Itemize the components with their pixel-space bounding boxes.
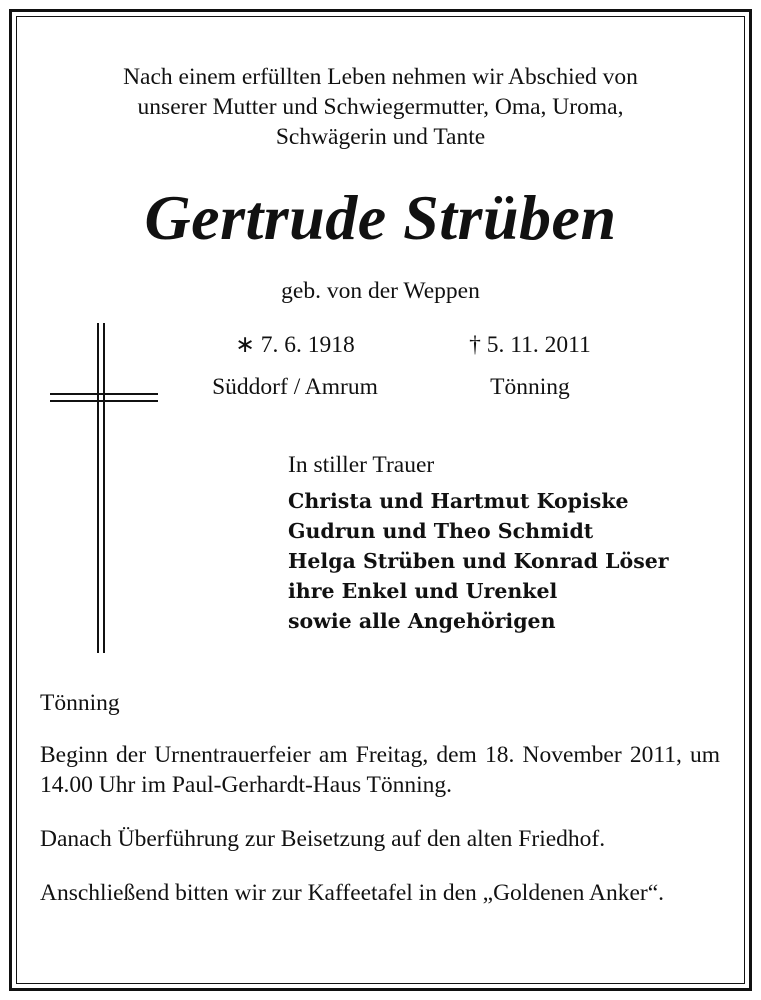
intro-text <box>30 62 731 152</box>
intro-line: unserer Mutter und Schwiegermutter, Oma, Uroma, <box>137 94 624 120</box>
intro-line: Schwägerin und Tante <box>275 124 486 150</box>
mourner-name: Gudrun und Theo Schmidt <box>288 519 594 543</box>
mourner-name: ihre Enkel und Urenkel <box>288 579 558 603</box>
mourner-name: sowie alle Angehörigen <box>288 609 556 633</box>
mourning-heading: In stiller Trauer <box>288 452 435 478</box>
intro-line: Nach einem erfüllten Leben nehmen wir Abschied von <box>123 64 638 90</box>
reception-text: Anschließend bitten wir zur Kaffeetafel in den „Goldenen Anker“. <box>40 880 665 906</box>
ceremony-text: Beginn der Urnentrauerfeier am Freitag, dem 18. November 2011, um 14.00 Uhr im Paul-Gerhardt-Haus Tönning. <box>40 742 720 798</box>
mourner-name: Christa und Hartmut Kopiske <box>288 489 629 513</box>
birth-date: ∗ 7. 6. 1918 <box>235 332 355 358</box>
location: Tönning <box>40 690 120 716</box>
cross-icon <box>48 323 160 653</box>
mourner-name: Helga Strüben und Konrad Löser <box>288 549 669 573</box>
birth-name: geb. von der Weppen <box>281 278 480 304</box>
burial-text: Danach Überführung zur Beisetzung auf den alten Friedhof. <box>40 826 606 852</box>
death-place: Tönning <box>490 374 570 400</box>
deceased-name: Gertrude Strüben <box>144 182 617 253</box>
death-date: † 5. 11. 2011 <box>469 332 591 358</box>
birth-place: Süddorf / Amrum <box>212 374 378 400</box>
mourners-list <box>288 486 669 636</box>
